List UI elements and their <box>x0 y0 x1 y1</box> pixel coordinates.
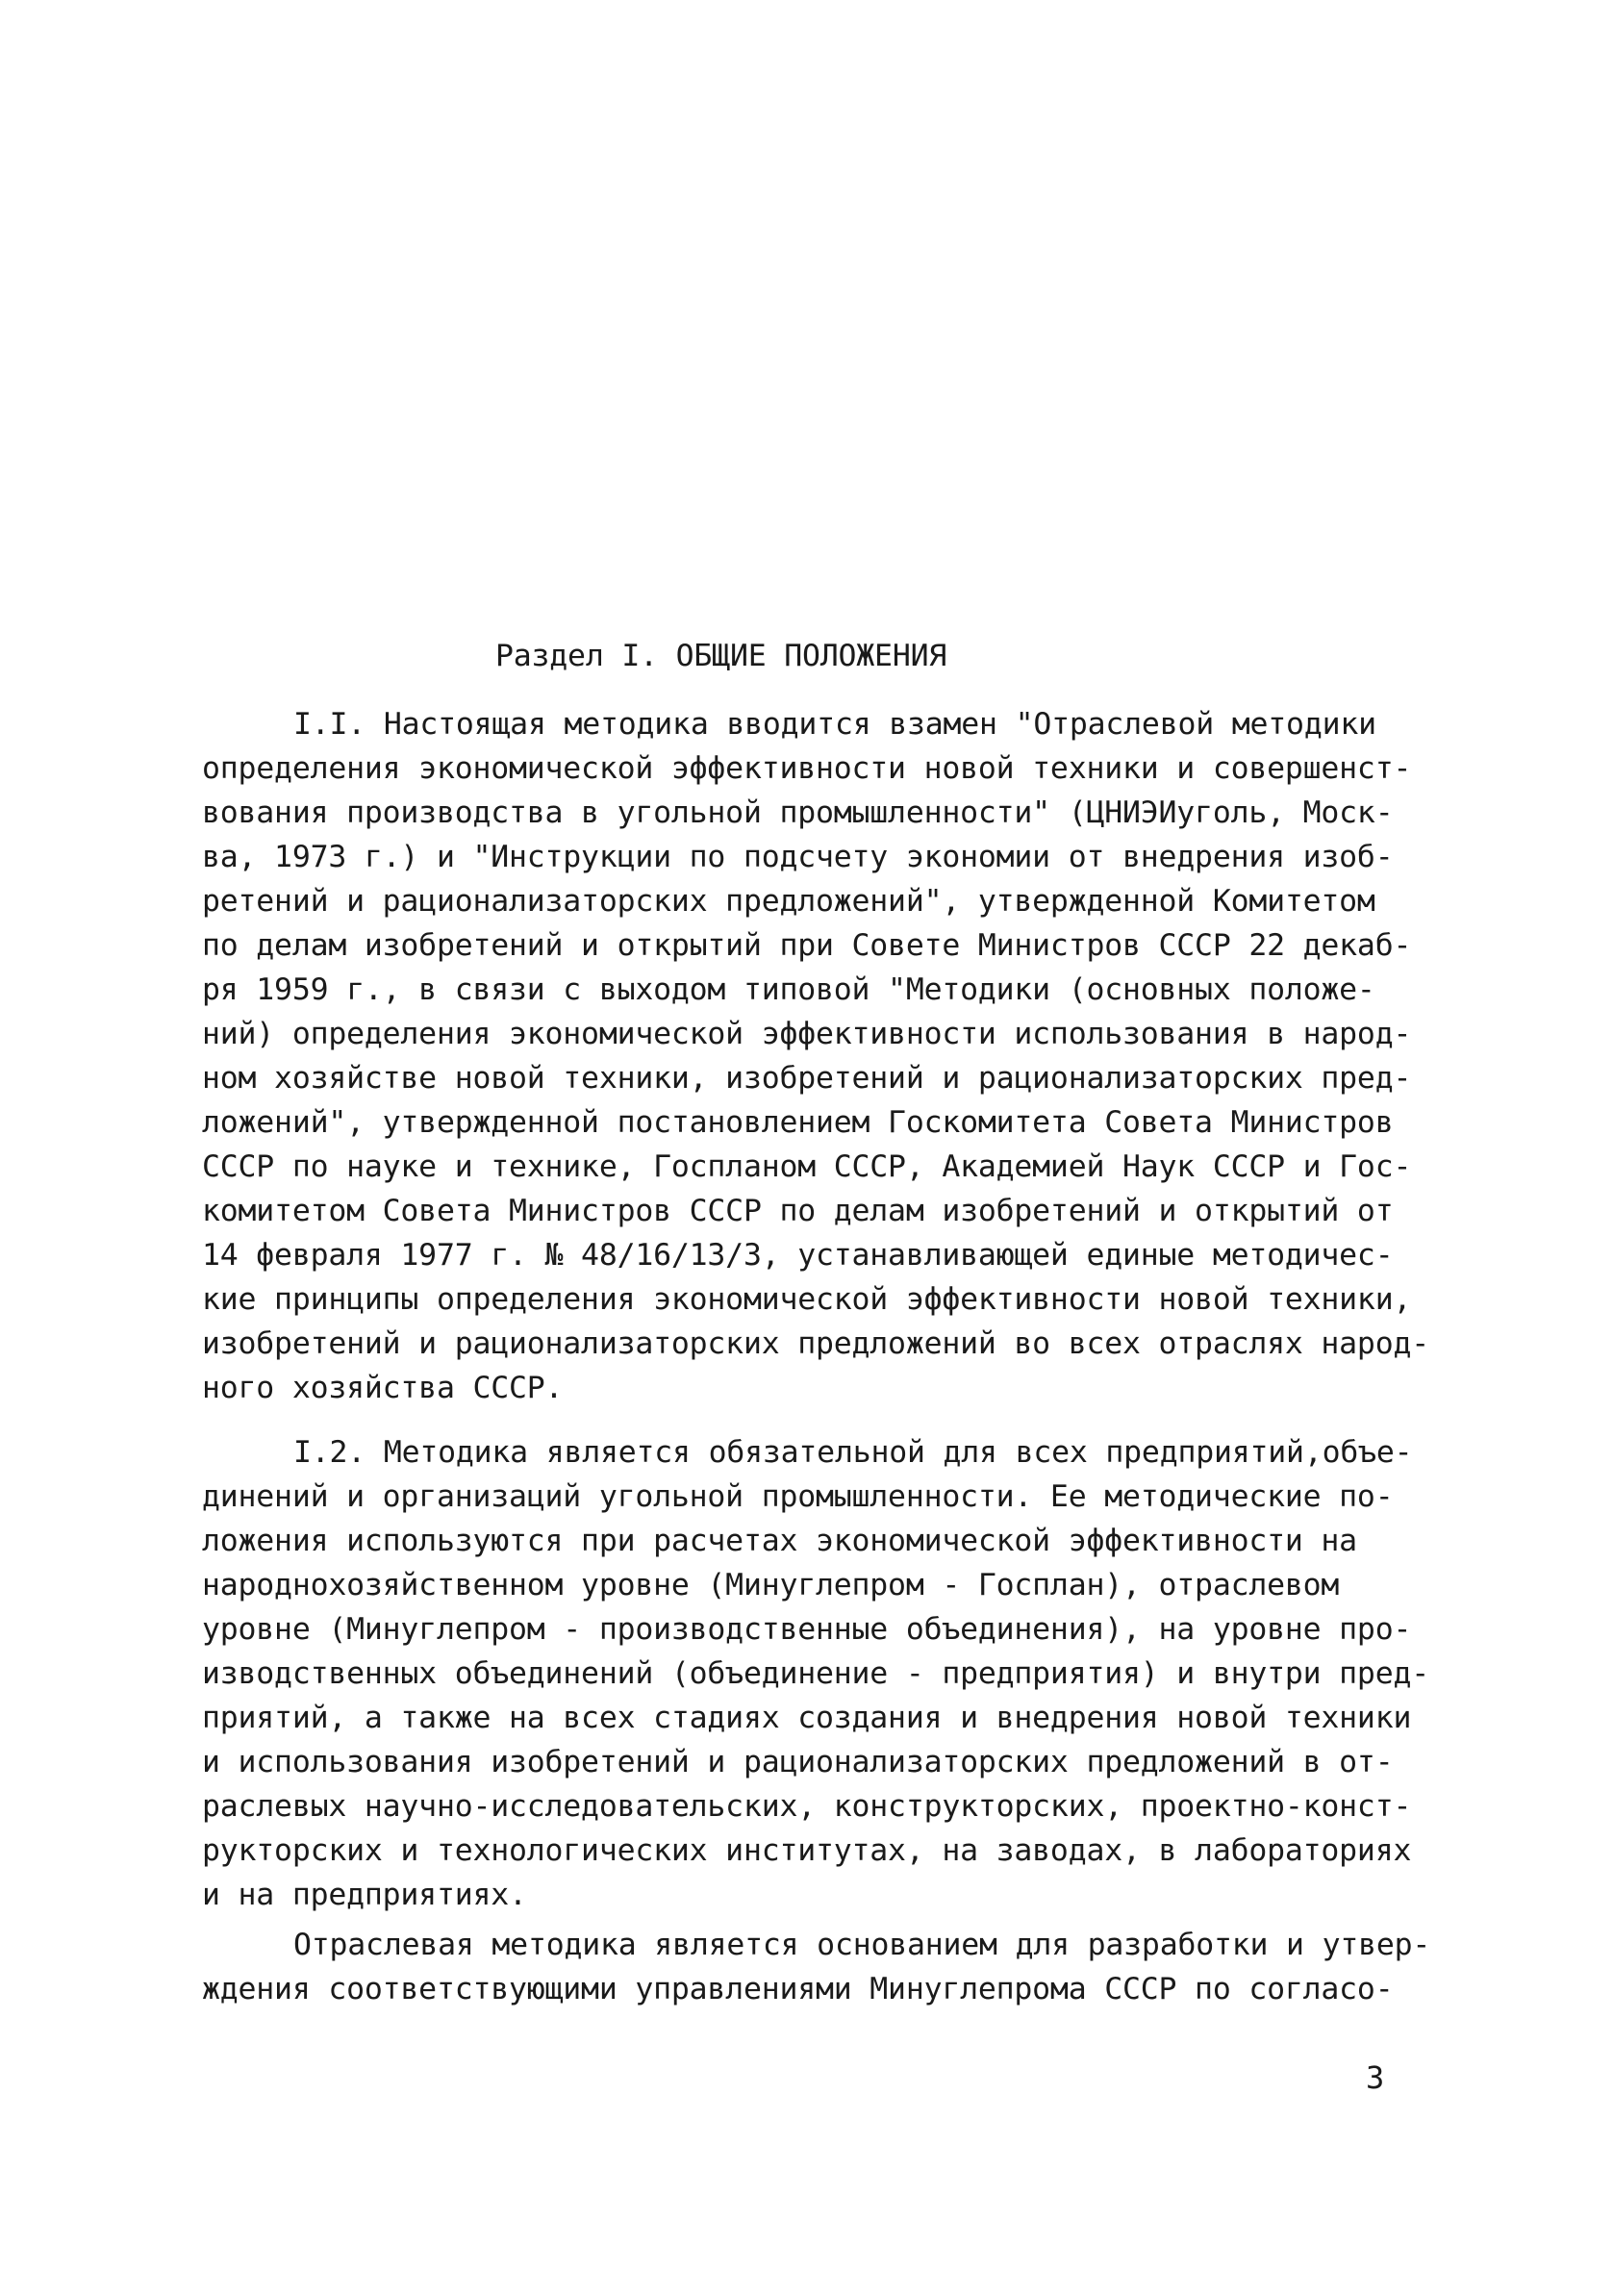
text-line: 14 февраля 1977 г. № 48/16/13/3, устанавливающей единые методичес- <box>202 1238 1394 1273</box>
text-line: и на предприятиях. <box>202 1878 527 1912</box>
text-line: и использования изобретений и рационализаторских предложений в от- <box>202 1745 1394 1779</box>
text-line: ва, 1973 г.) и "Инструкции по подсчету экономии от внедрения изоб- <box>202 840 1394 874</box>
text-line: ного хозяйства СССР. <box>202 1371 564 1405</box>
text-line: приятий, а также на всех стадиях создания и внедрения новой техники <box>202 1701 1412 1735</box>
page-number: 3 <box>1366 2059 1385 2096</box>
text-line: СССР по науке и технике, Госпланом СССР, Академией Наук СССР и Гос- <box>202 1149 1412 1184</box>
text-line: народнохозяйственном уровне (Минуглепром - Госплан), отраслевом <box>202 1568 1340 1602</box>
text-line: ном хозяйстве новой техники, изобретений и рационализаторских пред- <box>202 1061 1412 1096</box>
text-line: рукторских и технологических институтах, на заводах, в лабораториях <box>202 1833 1412 1868</box>
text-line: кие принципы определения экономической эффективности новой техники, <box>202 1282 1412 1317</box>
text-line: I.I. Настоящая методика вводится взамен "Отраслевой методики <box>293 707 1376 742</box>
text-line: изводственных объединений (объединение - предприятия) и внутри пред- <box>202 1656 1429 1691</box>
text-line: ний) определения экономической эффективности использования в народ- <box>202 1017 1412 1051</box>
text-line: раслевых научно-исследовательских, конструкторских, проектно-конст- <box>202 1789 1412 1824</box>
text-line: ждения соответствующими управлениями Минуглепрома СССР по согласо- <box>202 1972 1394 2006</box>
text-line: комитетом Совета Министров СССР по делам изобретений и открытий от <box>202 1194 1394 1228</box>
text-line: определения экономической эффективности новой техники и совершенст- <box>202 751 1412 786</box>
text-line: ложений", утвержденной постановлением Госкомитета Совета Министров <box>202 1105 1394 1140</box>
section-heading: Раздел I. ОБЩИЕ ПОЛОЖЕНИЯ <box>495 639 947 673</box>
text-line: вования производства в угольной промышленности" (ЦНИЭИуголь, Моск- <box>202 795 1394 830</box>
text-line: ретений и рационализаторских предложений", утвержденной Комитетом <box>202 884 1375 919</box>
text-line: Отраслевая методика является основанием для разработки и утвер- <box>293 1928 1431 1962</box>
text-line: ря 1959 г., в связи с выходом типовой "Методики (основных положе- <box>202 972 1375 1007</box>
text-line: ложения используются при расчетах экономической эффективности на <box>202 1524 1357 1558</box>
text-line: изобретений и рационализаторских предложений во всех отраслях народ- <box>202 1326 1429 1361</box>
text-line: уровне (Минуглепром - производственные объединения), на уровне про- <box>202 1612 1412 1647</box>
text-line: динений и организаций угольной промышленности. Ее методические по- <box>202 1479 1394 1514</box>
text-line: по делам изобретений и открытий при Совете Министров СССР 22 декаб- <box>202 928 1412 963</box>
text-line: I.2. Методика является обязательной для всех предприятий,объе- <box>293 1435 1413 1470</box>
